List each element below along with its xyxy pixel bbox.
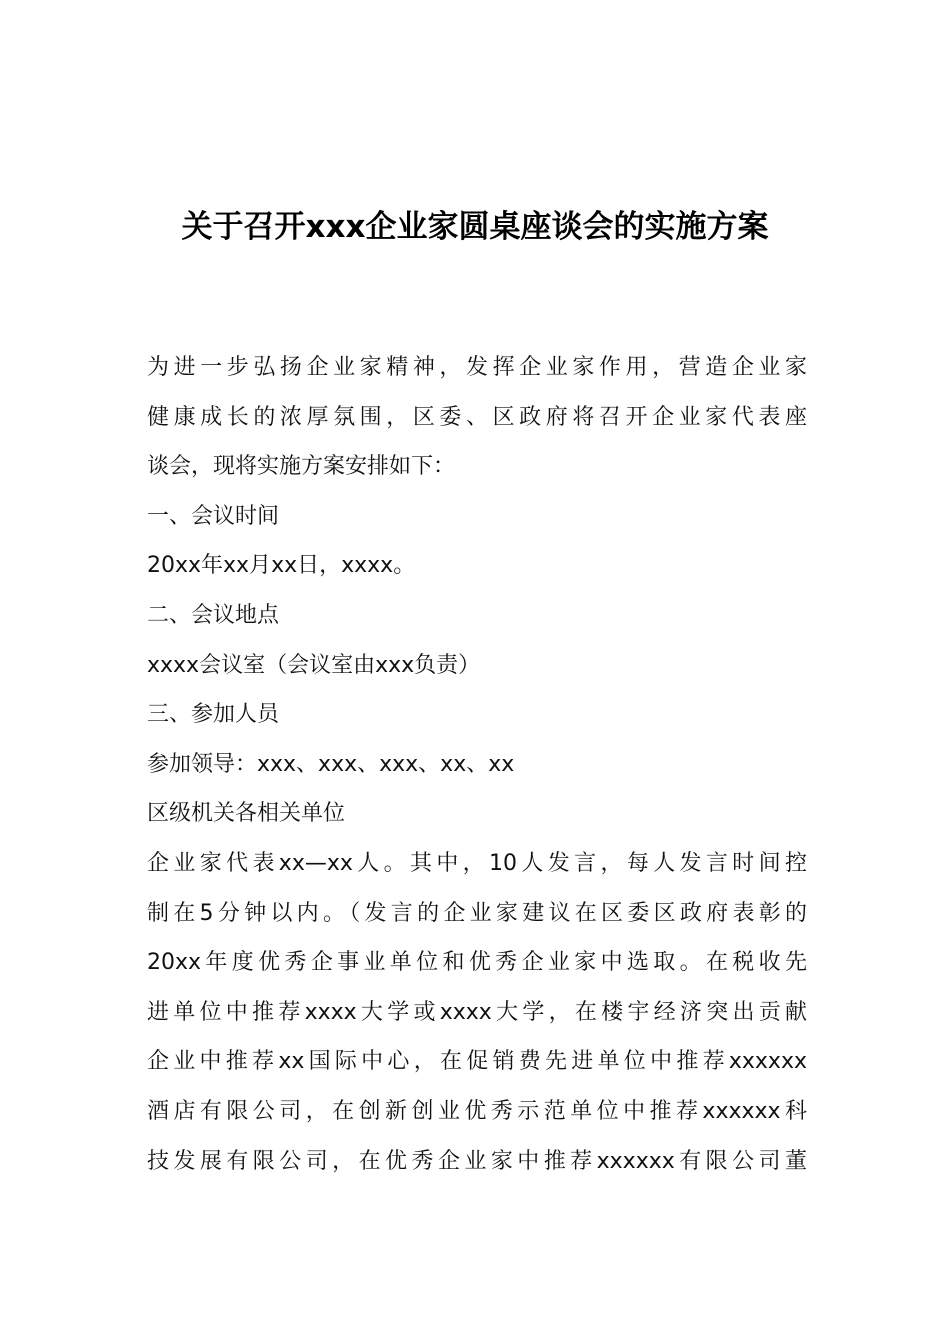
body-line-reps-4: 进单位中推荐xxxx大学或xxxx大学，在楼宇经济突出贡献 — [147, 999, 807, 1025]
meeting-time-value: 20xx年xx月xx日，xxxx。 — [147, 553, 416, 579]
body-line-reps-6: 酒店有限公司，在创新创业优秀示范单位中推荐xxxxxx科 — [147, 1098, 807, 1124]
body-line-intro-3: 谈会，现将实施方案安排如下： — [147, 454, 456, 480]
meeting-location-value: xxxx会议室（会议室由xxx负责） — [147, 652, 481, 678]
body-line-intro-1: 为进一步弘扬企业家精神，发挥企业家作用，营造企业家 — [147, 355, 807, 380]
section-heading-time: 一、会议时间 — [147, 503, 280, 529]
body-line-reps-7: 技发展有限公司，在优秀企业家中推荐xxxxxx有限公司董 — [147, 1148, 807, 1174]
section-heading-location: 二、会议地点 — [147, 602, 280, 628]
document-body — [147, 343, 807, 1186]
body-line-intro-2: 健康成长的浓厚氛围，区委、区政府将召开企业家代表座 — [147, 404, 807, 430]
body-line-reps-5: 企业中推荐xx国际中心，在促销费先进单位中推荐xxxxxx — [147, 1049, 807, 1075]
section-heading-attendees: 三、参加人员 — [147, 702, 280, 728]
body-line-reps-3: 20xx年度优秀企事业单位和优秀企业家中选取。在税收先 — [147, 950, 807, 976]
body-line-reps-2: 制在5分钟以内。（发言的企业家建议在区委区政府表彰的 — [147, 900, 807, 926]
document-title: 关于召开xxx企业家圆桌座谈会的实施方案 — [181, 209, 769, 245]
attending-leaders: 参加领导：xxx、xxx、xxx、xx、xx — [147, 751, 515, 777]
attending-units: 区级机关各相关单位 — [147, 801, 346, 827]
body-line-reps-1: 企业家代表xx—xx人。其中，10人发言，每人发言时间控 — [147, 850, 807, 876]
